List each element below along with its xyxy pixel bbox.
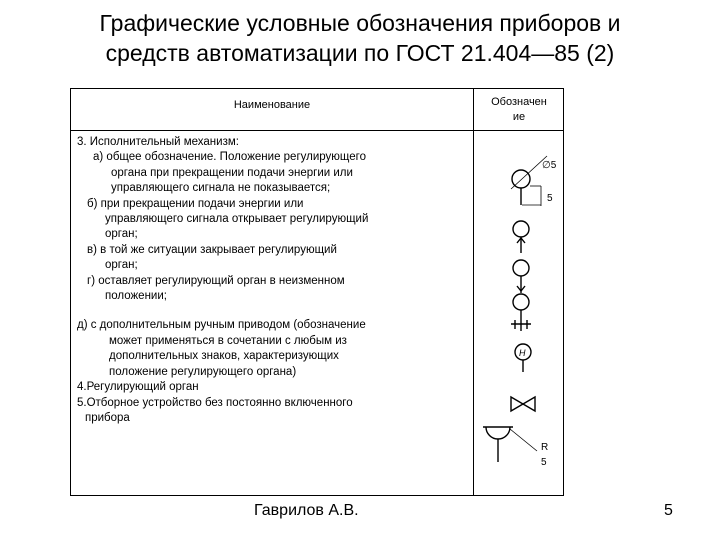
- dimension-diameter-label: ∅5: [542, 160, 557, 171]
- row-3a-line-1: а) общее обозначение. Положение регулирующего: [93, 151, 366, 164]
- row-3c-line-1: в) в той же ситуации закрывает регулирующий: [87, 243, 337, 256]
- row-3a-line-2: органа при прекращении подачи энергии или: [111, 166, 353, 179]
- page-number: 5: [664, 502, 673, 519]
- row-3d-line-1: г) оставляет регулирующий орган в неизменном: [87, 274, 345, 287]
- footer-author: Гаврилов А.В.: [254, 502, 359, 519]
- actuator-opens-symbol: [513, 221, 529, 253]
- header-name: Наименование: [233, 99, 311, 111]
- row-5-line-1: 5.Отборное устройство без постоянно включенного: [77, 396, 353, 409]
- manual-drive-label: Н: [519, 348, 526, 358]
- row-3d-line-2: положении;: [105, 290, 167, 303]
- row-3e-line-1: д) с дополнительным ручным приводом (обозначение: [77, 319, 366, 332]
- row-3b-line-1: б) при прекращении подачи энергии или: [87, 197, 304, 210]
- row-3c-line-2: орган;: [105, 259, 138, 272]
- symbols-drawing: [71, 89, 565, 497]
- row-3e-line-2: может применяться в сочетании с любым из: [109, 334, 347, 347]
- header-symbol-line-1: Обозначен: [491, 96, 547, 108]
- row-3a-line-3: управляющего сигнала не показывается;: [111, 182, 331, 195]
- row-4: 4.Регулирующий орган: [77, 381, 199, 394]
- header-symbol-line-2: ие: [512, 111, 526, 123]
- row-3b-line-2: управляющего сигнала открывает регулирующий: [105, 213, 369, 226]
- slide-title-line-2: средств автоматизации по ГОСТ 21.404—85 (2): [105, 40, 615, 66]
- actuator-unchanged-symbol: [511, 294, 531, 331]
- radius-r-label: R: [541, 442, 549, 453]
- row-3e-line-4: положение регулирующего органа): [109, 365, 297, 378]
- dimension-size-label: 5: [547, 193, 553, 204]
- row-3e-line-3: дополнительных знаков, характеризующих: [109, 350, 339, 363]
- radius-5-label: 5: [541, 457, 547, 468]
- sampling-device-symbol: [483, 427, 537, 462]
- row-3b-line-3: орган;: [105, 228, 138, 241]
- slide-title-line-1: Графические условные обозначения приборов и: [99, 10, 621, 36]
- row-5-line-2: прибора: [85, 411, 130, 424]
- symbols-table: [70, 88, 564, 496]
- row-3-heading: 3. Исполнительный механизм:: [77, 136, 239, 148]
- regulating-organ-symbol: [511, 397, 535, 411]
- slide-title: [40, 8, 680, 68]
- actuator-closes-symbol: [513, 260, 529, 293]
